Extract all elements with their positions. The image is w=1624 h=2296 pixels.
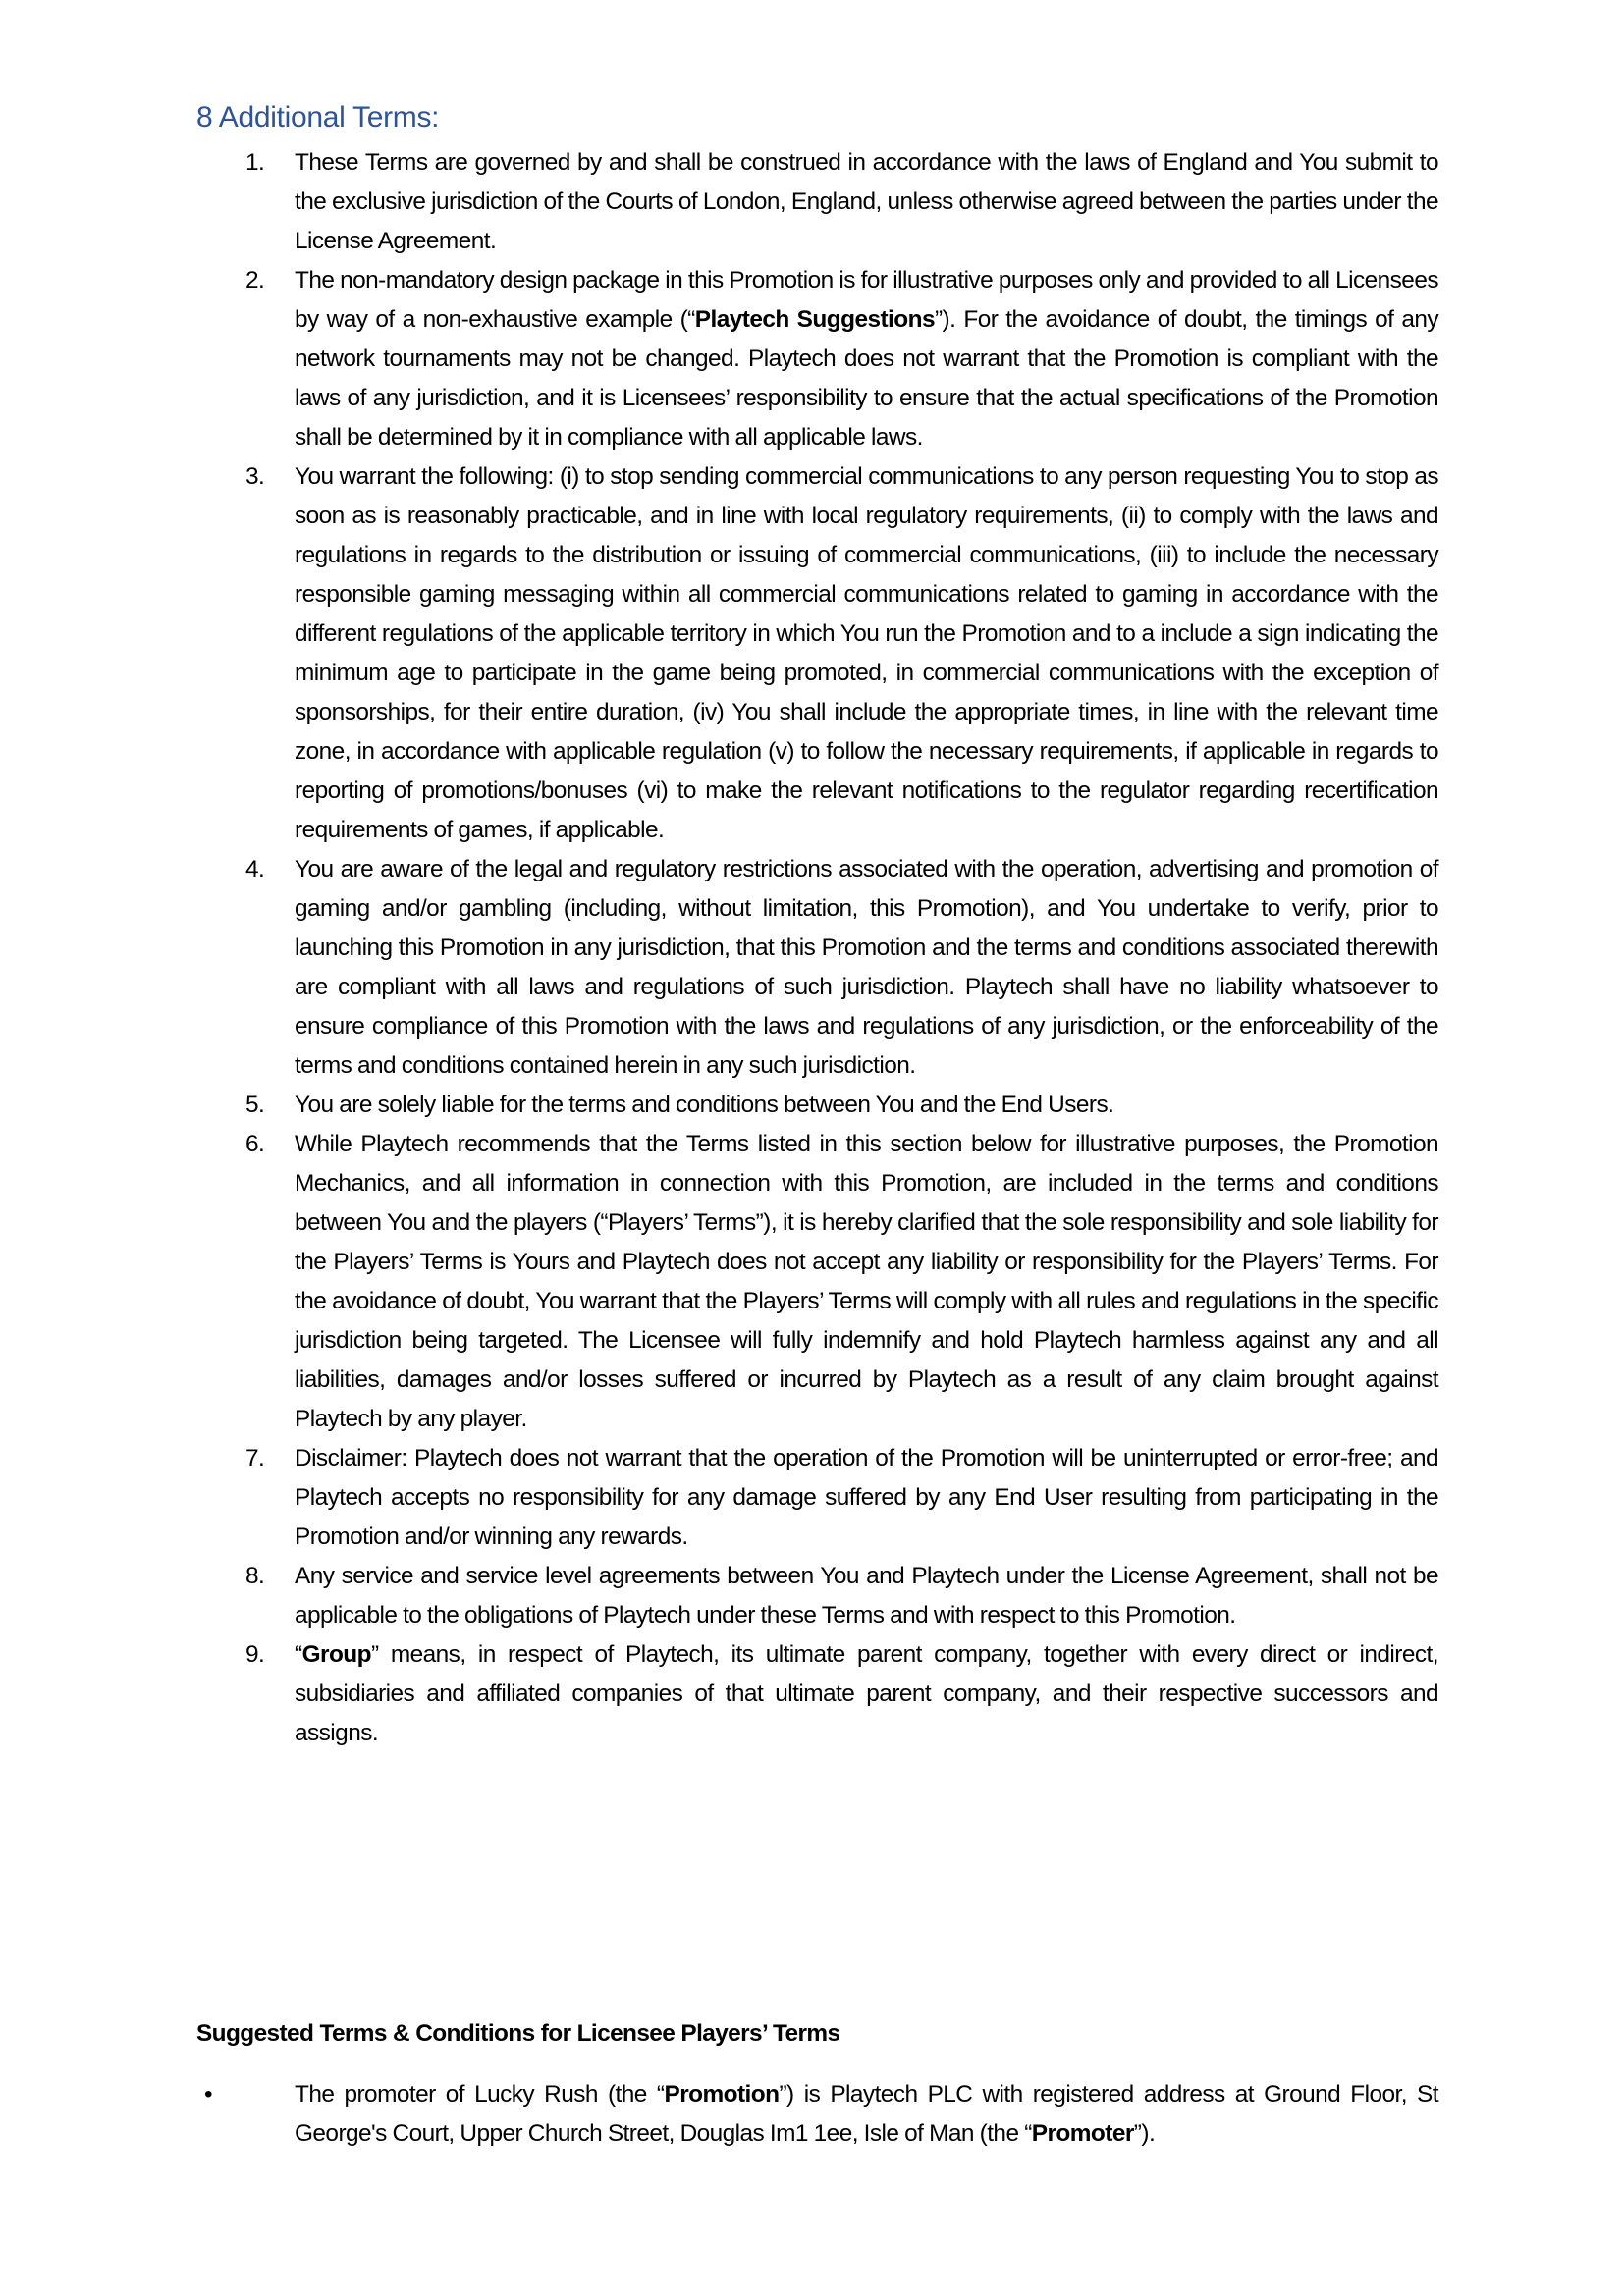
players-terms-heading: Suggested Terms & Conditions for Licensee Players’ Terms [196,2020,840,2047]
term-item [196,1086,1438,1125]
defined-term: Playtech Suggestions [694,306,935,333]
term-text: You are solely liable for the terms and conditions between You and the End Users. [295,1092,1114,1118]
term-item [196,143,1438,261]
term-item [196,850,1438,1086]
term-text: The promoter of Lucky Rush (the “ [295,2081,665,2108]
term-text: Disclaimer: Playtech does not warrant that the operation of the Promotion will be uninterrupted or error-free; and Playtech accepts no responsibility for any damage suffered by any End User resulting from participating in the Promotion and/or winning any rewards. [295,1445,1438,1550]
defined-term: Promotion [664,2081,780,2108]
term-text: ”) is Playtech PLC with registered address at Ground Floor, St George's Court, Upper Church Street, Douglas Im1 1ee, Isle of Man (the “ [295,2081,1438,2147]
defined-term: Group [301,1641,371,1668]
term-item [196,1635,1438,1753]
term-text: “ [295,1641,302,1668]
term-text: These Terms are governed by and shall be construed in accordance with the laws of England and You submit to the exclusive jurisdiction of the Courts of London, England, unless otherwise agreed between the parties under the License Agreement. [295,149,1438,254]
players-terms-list [196,2075,1438,2154]
term-text: ” means, in respect of Playtech, its ultimate parent company, together with every direct or indirect, subsidiaries and affiliated companies of that ultimate parent company, and their respective successors and assigns. [295,1641,1438,1746]
term-text: ”). [1133,2120,1156,2147]
term-text: ”). For the avoidance of doubt, the timings of any network tournaments may not be changed. Playtech does not warrant that the Promotion is compliant with the laws of any jurisdiction, and it is Licensees’ responsibility to ensure that the actual specifications of the Promotion shall be determined by it in compliance with all applicable laws. [295,306,1438,451]
term-number: 3. [245,463,265,490]
defined-term: Promoter [1031,2120,1134,2147]
term-text: Any service and service level agreements between You and Playtech under the License Agreement, shall not be applicable to the obligations of Playtech under these Terms and with respect to this Promotion. [295,1563,1438,1629]
term-item [196,261,1438,457]
term-text: While Playtech recommends that the Terms listed in this section below for illustrative purposes, the Promotion Mechanics, and all information in connection with this Promotion, are included in the terms and conditions between You and the players (“Players’ Terms”), it is hereby clarified that the sole responsibility and sole liability for the Players’ Terms is Yours and Playtech does not accept any liability or responsibility for the Players’ Terms. For the avoidance of doubt, You warrant that the Players’ Terms will comply with all rules and regulations in the specific jurisdiction being targeted. The Licensee will fully indemnify and hold Playtech harmless against any and all liabilities, damages and/or losses suffered or incurred by Playtech as a result of any claim brought against Playtech by any player. [295,1131,1438,1432]
term-item [196,1125,1438,1439]
term-number: 5. [245,1092,265,1118]
section-heading: 8 Additional Terms: [196,101,440,133]
bullet-icon: • [204,2081,212,2108]
term-item [196,457,1438,850]
term-item [196,1557,1438,1635]
term-number: 7. [245,1445,265,1471]
players-term-item [196,2075,1438,2154]
term-number: 8. [245,1563,265,1589]
term-item [196,1439,1438,1557]
term-number: 2. [245,267,265,294]
additional-terms-list [196,143,1438,1753]
term-number: 9. [245,1641,265,1668]
term-number: 1. [245,149,265,176]
term-number: 6. [245,1131,265,1157]
term-number: 4. [245,856,265,882]
term-text: You are aware of the legal and regulatory restrictions associated with the operation, advertising and promotion of gaming and/or gambling (including, without limitation, this Promotion), and You undertake to verify, prior to launching this Promotion in any jurisdiction, that this Promotion and the terms and conditions associated therewith are compliant with all laws and regulations of such jurisdiction. Playtech shall have no liability whatsoever to ensure compliance of this Promotion with the laws and regulations of any jurisdiction, or the enforceability of the terms and conditions contained herein in any such jurisdiction. [295,856,1438,1079]
term-text: You warrant the following: (i) to stop sending commercial communications to any person requesting You to stop as soon as is reasonably practicable, and in line with local regulatory requirements, (ii) to comply with the laws and regulations in regards to the distribution or issuing of commercial communications, (iii) to include the necessary responsible gaming messaging within all commercial communications related to gaming in accordance with the different regulations of the applicable territory in which You run the Promotion and to a include a sign indicating the minimum age to participate in the game being promoted, in commercial communications with the exception of sponsorships, for their entire duration, (iv) You shall include the appropriate times, in line with the relevant time zone, in accordance with applicable regulation (v) to follow the necessary requirements, if applicable in regards to reporting of promotions/bonuses (vi) to make the relevant notifications to the regulator regarding recertification requirements of games, if applicable. [295,463,1438,843]
term-text: The non-mandatory design package in this Promotion is for illustrative purposes only and provided to all Licensees by way of a non-exhaustive example (“ [295,267,1438,333]
